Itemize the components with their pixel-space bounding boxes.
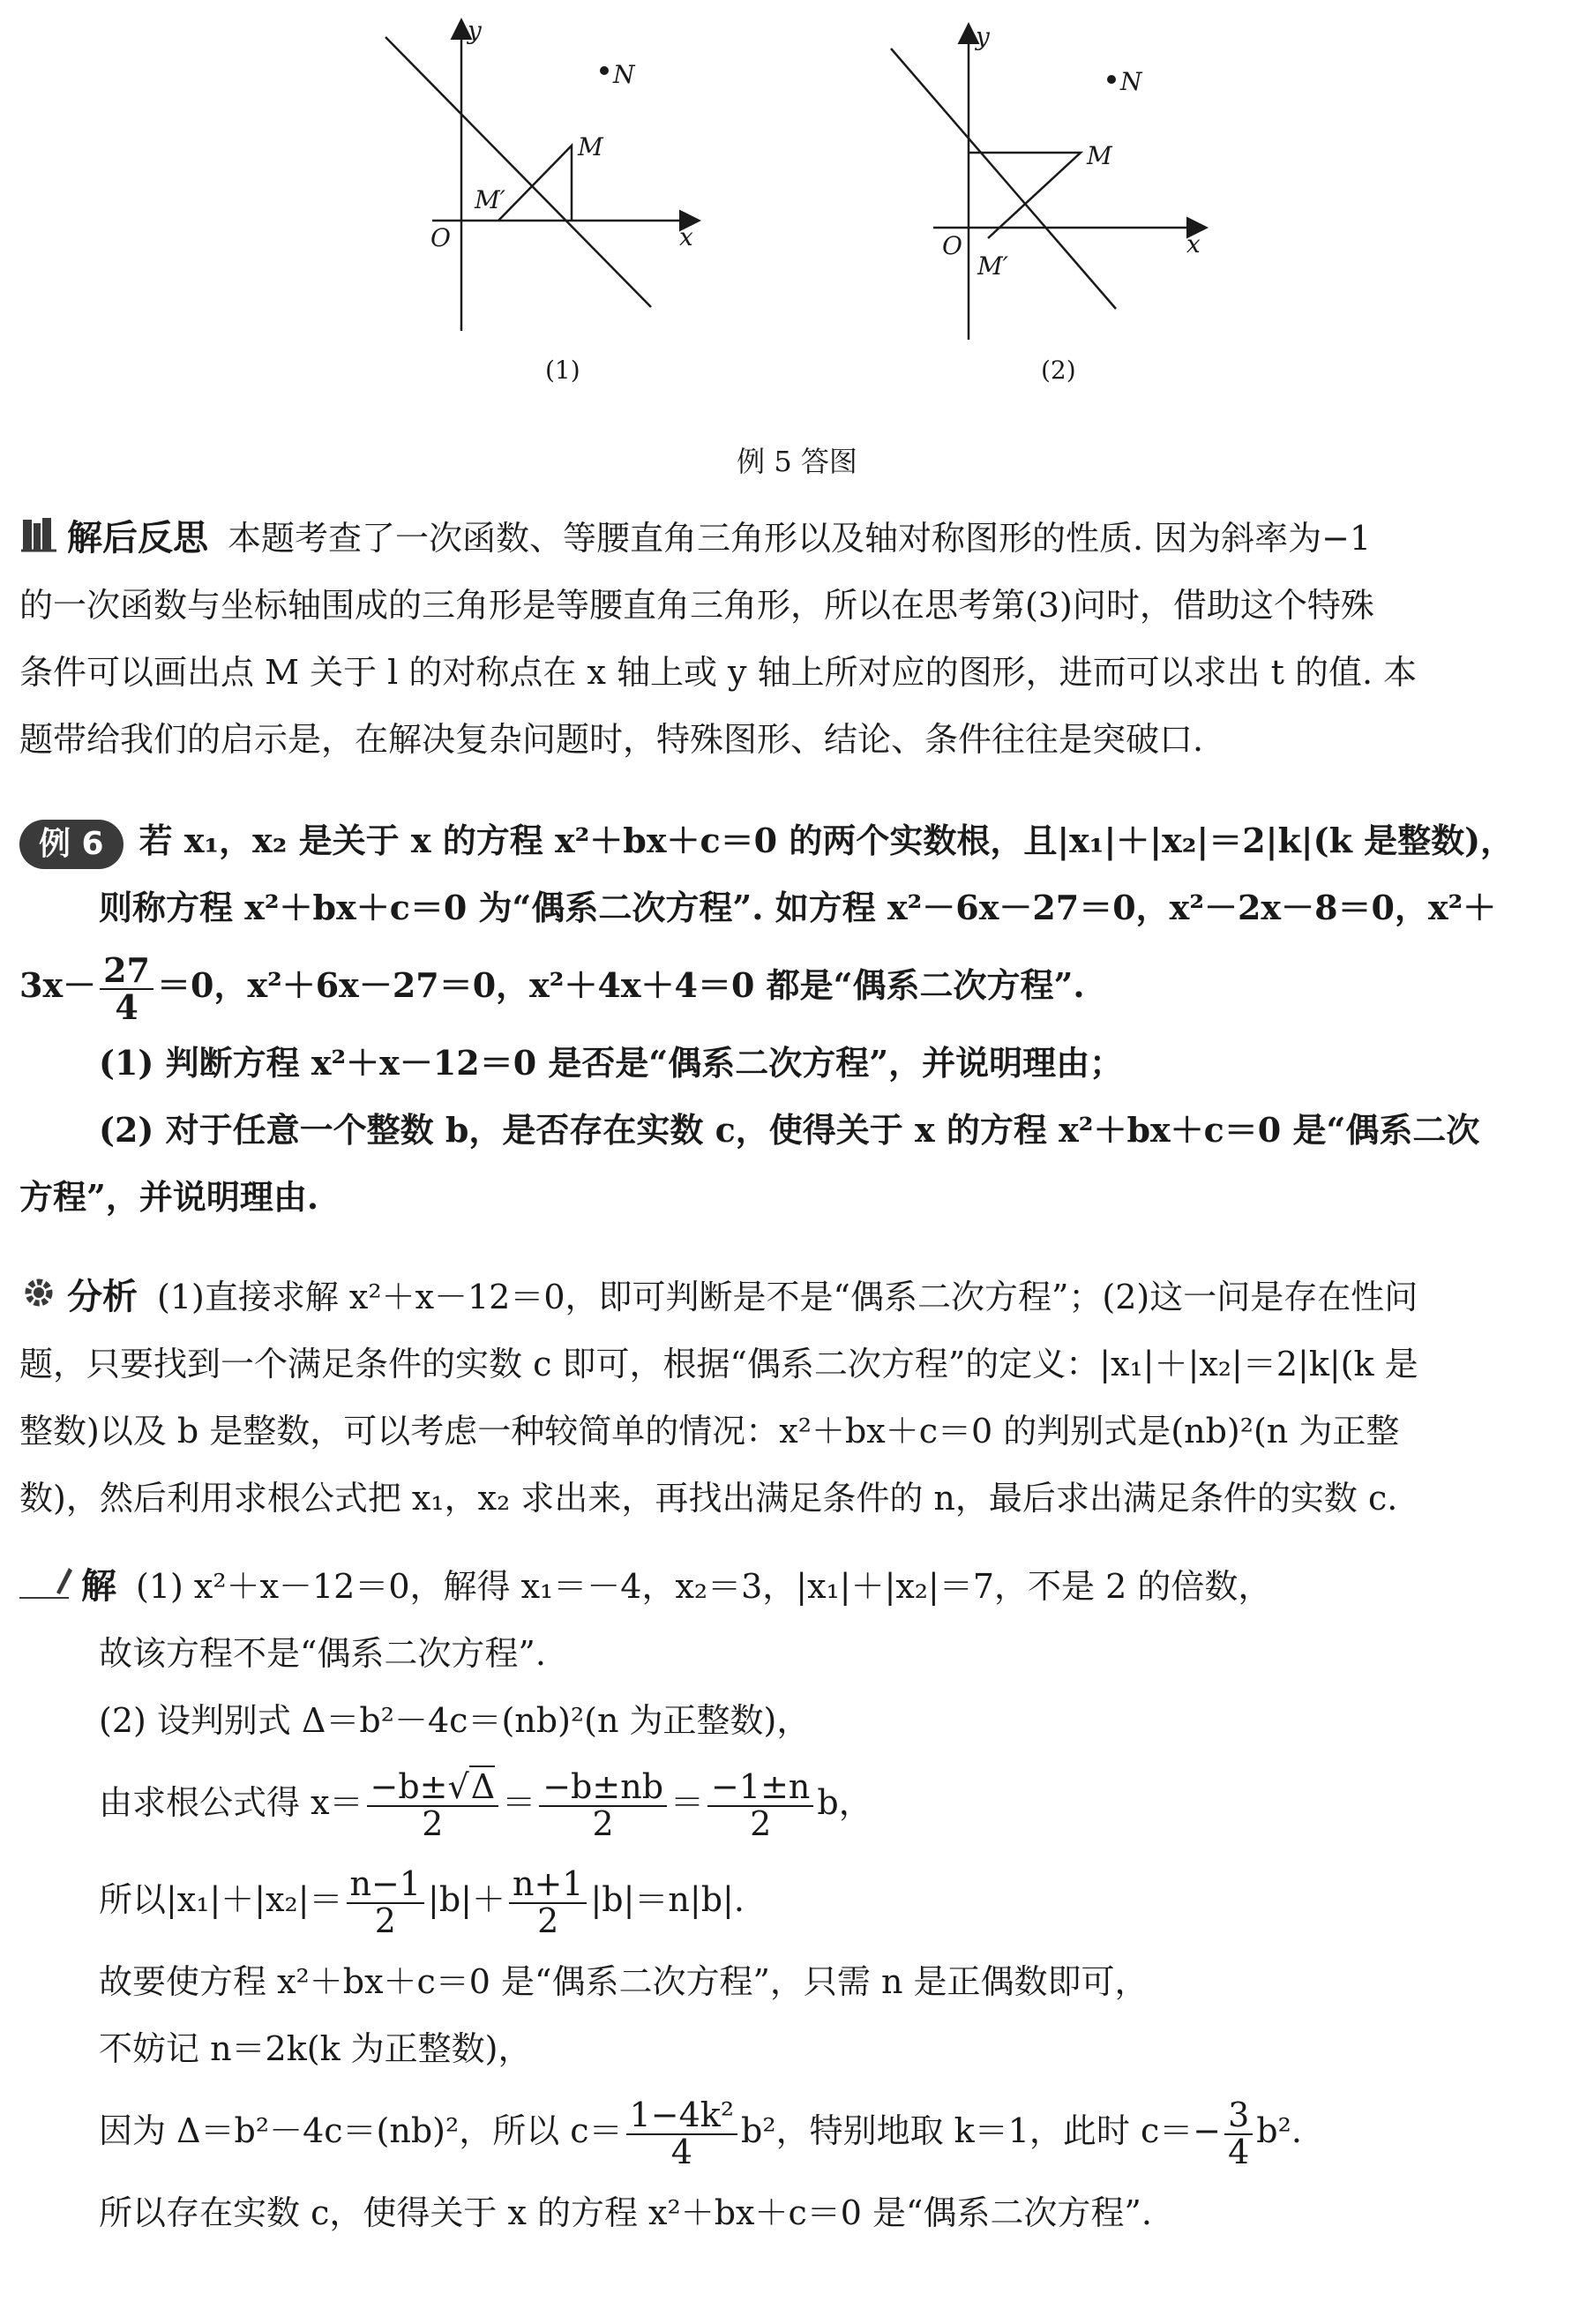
solution-line (19, 1754, 1576, 1851)
analysis-section (19, 1263, 1576, 1532)
point-n-label: N (613, 60, 635, 89)
origin-label: O (430, 223, 451, 252)
figure-area (0, 0, 1594, 494)
point-m-label: M (1087, 141, 1112, 170)
reflection-section (19, 505, 1576, 773)
analysis-heading: 分析 (67, 1277, 138, 1317)
denominator: 4 (1228, 2132, 1250, 2171)
figure-panel-1 (385, 22, 697, 331)
fraction (347, 1863, 425, 1940)
expr: 3x－ (19, 965, 97, 1005)
question-2-cont: 方程”，并说明理由. (19, 1177, 319, 1217)
numerator: −b±nb (539, 1770, 667, 1807)
analysis-text: (1)直接求解 x²＋x－12＝0，即可判断是不是“偶系二次方程”；(2)这一问是存在性问 (157, 1278, 1418, 1316)
solution-line (19, 2082, 1576, 2179)
fraction (367, 1766, 499, 1843)
solution-line (19, 1553, 1576, 1620)
expr: b². (1256, 2111, 1302, 2150)
analysis-line: 整数)以及 b 是整数，可以考虑一种较简单的情况：x²＋bx＋c＝0 的判别式是(nb)²(n 为正整 (19, 1412, 1400, 1451)
example6-section (19, 807, 1576, 1231)
reflection-line: 的一次函数与坐标轴围成的三角形是等腰直角三角形，所以在思考第(3)问时，借助这个特殊 (19, 586, 1374, 625)
point-m-prime-label: M′ (977, 251, 1009, 281)
point-m-label: M (578, 132, 603, 161)
expr: b²，特别地取 k＝1，此时 c＝− (741, 2111, 1222, 2150)
denominator: 2 (592, 1803, 614, 1843)
solution-line: 故要使方程 x²＋bx＋c＝0 是“偶系二次方程”，只需 n 是正偶数即可， (99, 1962, 1149, 2001)
point-m-prime-label: M′ (475, 185, 506, 214)
point-n (600, 66, 609, 75)
reflection-heading: 解后反思 (67, 518, 208, 559)
axis-x-label: x (679, 222, 693, 251)
reflection-line (19, 505, 1576, 572)
reflection-text: 本题考查了一次函数、等腰直角三角形以及轴对称图形的性质. 因为斜率为−1 (228, 519, 1372, 558)
analysis-line (19, 1263, 1576, 1331)
solution-text: (1) x²＋x－12＝0，解得 x₁＝－4，x₂＝3，|x₁|＋|x₂|＝7，不是 2 的倍数， (136, 1567, 1272, 1606)
solution-heading: 解 (81, 1566, 116, 1607)
expr: ＝0，x²＋6x－27＝0，x²＋4x＋4＝0 都是“偶系二次方程”. (157, 965, 1085, 1005)
panel-label: (1) (545, 356, 580, 385)
example6-text: 若 x₁，x₂ 是关于 x 的方程 x²＋bx＋c＝0 的两个实数根，且|x₁|＋|x₂|＝2|k|(k 是整数)， (138, 821, 1515, 860)
solution-line: 不妨记 n＝2k(k 为正整数)， (99, 2029, 532, 2068)
analysis-line: 题，只要找到一个满足条件的实数 c 即可，根据“偶系二次方程”的定义：|x₁|＋|x₂|＝2|k|(k 是 (19, 1345, 1418, 1383)
panel-label: (2) (1041, 356, 1076, 385)
expr: ＝ (670, 1783, 705, 1822)
expr: 所以|x₁|＋|x₂|＝ (99, 1880, 343, 1919)
question-1: (1) 判断方程 x²＋x－12＝0 是否是“偶系二次方程”，并说明理由； (99, 1043, 1124, 1083)
axis-x-label: x (1186, 229, 1201, 259)
expr: |b|＋ (428, 1880, 505, 1919)
denominator: 2 (750, 1803, 772, 1843)
fraction (509, 1863, 587, 1940)
point-n (1107, 75, 1116, 84)
solution-section (19, 1553, 1576, 2246)
numerator: −b±√Δ (367, 1770, 499, 1807)
denominator: 4 (115, 986, 138, 1027)
figure-panel-2 (891, 26, 1204, 340)
fraction (707, 1766, 813, 1843)
numerator: n+1 (509, 1867, 587, 1904)
numerator: −1±n (707, 1770, 813, 1807)
numerator: 3 (1224, 2098, 1253, 2135)
origin-label: O (942, 231, 962, 260)
example5-answer-figures (0, 0, 1594, 424)
solution-line (19, 1851, 1576, 1948)
line-l (385, 37, 651, 307)
fraction (626, 2095, 737, 2171)
fraction (539, 1766, 667, 1843)
numerator: 1−4k² (626, 2098, 737, 2135)
pencil-icon (19, 1556, 72, 1623)
example6-line (19, 941, 1576, 1030)
expr: |b|＝n|b|. (590, 1880, 745, 1919)
sqrt-radicand: Δ (470, 1766, 496, 1806)
denominator: 2 (537, 1900, 559, 1940)
expr: 由求根公式得 x＝ (99, 1783, 363, 1822)
numerator: 27 (100, 953, 153, 990)
question-2: (2) 对于任意一个整数 b，是否存在实数 c，使得关于 x 的方程 x²＋bx＋c＝0 是“偶系二次 (99, 1110, 1480, 1150)
triangle (969, 153, 1081, 238)
book-icon (19, 508, 58, 575)
solution-line: 故该方程不是“偶系二次方程”. (99, 1634, 546, 1673)
fraction (100, 949, 153, 1027)
expr: 因为 Δ＝b²－4c＝(nb)²，所以 c＝ (99, 2111, 623, 2150)
triangle (498, 146, 572, 221)
example6-line: 则称方程 x²＋bx＋c＝0 为“偶系二次方程”. 如方程 x²－6x－27＝0，x²－2x－8＝0，x²＋ (99, 888, 1497, 927)
reflection-line: 题带给我们的启示是，在解决复杂问题时，特殊图形、结论、条件往往是突破口. (19, 720, 1204, 759)
expr: ＝ (502, 1783, 536, 1822)
reflection-line: 条件可以画出点 M 关于 l 的对称点在 x 轴上或 y 轴上所对应的图形，进而可以求出 t 的值. 本 (19, 653, 1418, 692)
denominator: 2 (374, 1900, 396, 1940)
axis-y-label: y (976, 22, 990, 51)
solution-line: (2) 设判别式 Δ＝b²－4c＝(nb)²(n 为正整数)， (99, 1701, 811, 1740)
example6-line (19, 807, 1576, 874)
numerator: n−1 (347, 1867, 425, 1904)
expr: b， (817, 1783, 872, 1822)
gear-icon (19, 1267, 58, 1334)
analysis-line: 数)，然后利用求根公式把 x₁，x₂ 求出来，再找出满足条件的 n，最后求出满足条件的实数 c. (19, 1479, 1398, 1518)
denominator: 4 (670, 2132, 692, 2171)
solution-line: 所以存在实数 c，使得关于 x 的方程 x²＋bx＋c＝0 是“偶系二次方程”. (99, 2193, 1152, 2232)
fraction (1224, 2095, 1253, 2171)
expr: −b± (370, 1766, 448, 1806)
denominator: 2 (422, 1803, 444, 1843)
axis-y-label: y (468, 16, 482, 45)
point-n-label: N (1120, 67, 1142, 96)
example-badge: 例 6 (19, 820, 123, 869)
figure-caption: 例 5 答图 (737, 445, 857, 478)
